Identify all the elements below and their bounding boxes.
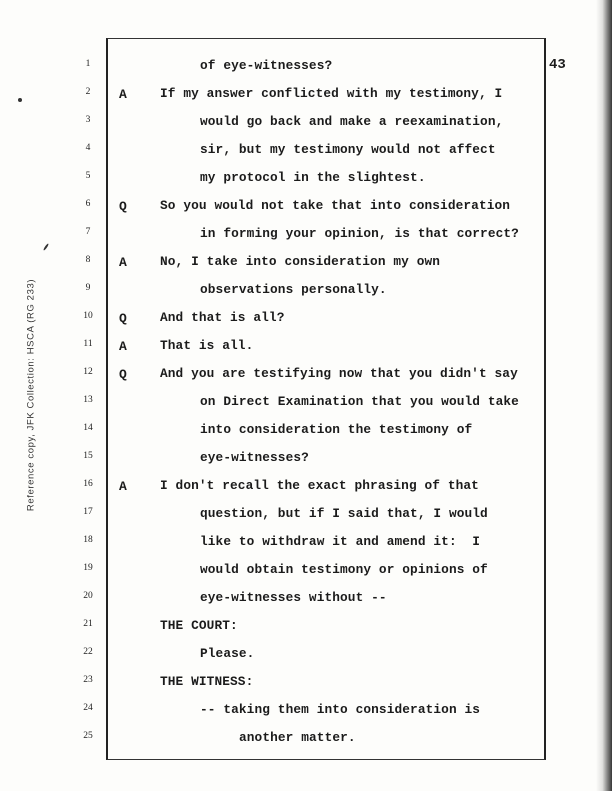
line-number: 25 — [83, 731, 93, 741]
line-number: 23 — [83, 675, 93, 685]
transcript-line-text: into consideration the testimony of — [200, 422, 473, 437]
transcript-line-text: If my answer conflicted with my testimony, I — [160, 86, 503, 101]
speaker-label: A — [119, 339, 127, 354]
speaker-label: Q — [119, 199, 127, 214]
line-number: 4 — [85, 143, 91, 153]
transcript-line-text: That is all. — [160, 338, 254, 353]
transcript-line-text: sir, but my testimony would not affect — [200, 142, 496, 157]
transcript-line-text: Please. — [200, 646, 255, 661]
transcript-line-text: And that is all? — [160, 310, 285, 325]
speaker-label: Q — [119, 367, 127, 382]
line-number: 21 — [83, 619, 93, 629]
scan-speck — [18, 98, 22, 102]
line-number: 3 — [85, 115, 91, 125]
transcript-line-text: eye-witnesses? — [200, 450, 309, 465]
line-number: 9 — [85, 283, 91, 293]
scan-mark — [43, 243, 49, 251]
line-number: 2 — [85, 87, 91, 97]
line-number: 5 — [85, 171, 91, 181]
transcript-line-text: in forming your opinion, is that correct? — [200, 226, 519, 241]
line-number: 12 — [83, 367, 93, 377]
transcript-line-text: of eye-witnesses? — [200, 58, 333, 73]
line-number: 14 — [83, 423, 93, 433]
line-number: 19 — [83, 563, 93, 573]
line-number: 24 — [83, 703, 93, 713]
speaker-label: A — [119, 255, 127, 270]
scan-edge-shadow — [596, 0, 612, 791]
line-number: 17 — [83, 507, 93, 517]
line-number: 15 — [83, 451, 93, 461]
line-number: 11 — [83, 339, 93, 349]
speaker-label: A — [119, 479, 127, 494]
line-number: 13 — [83, 395, 93, 405]
transcript-line-text: THE COURT: — [160, 618, 238, 633]
speaker-label: Q — [119, 311, 127, 326]
transcript-line-text: And you are testifying now that you didn't say — [160, 366, 518, 381]
line-number: 1 — [85, 59, 91, 69]
line-number: 18 — [83, 535, 93, 545]
line-number: 6 — [85, 199, 91, 209]
line-number: 7 — [85, 227, 91, 237]
line-number: 20 — [83, 591, 93, 601]
transcript-line-text: -- taking them into consideration is — [200, 702, 481, 717]
line-number: 16 — [83, 479, 93, 489]
transcript-line-text: observations personally. — [200, 282, 387, 297]
transcript-line-text: question, but if I said that, I would — [200, 506, 488, 521]
page-number: 43 — [549, 57, 566, 73]
speaker-label: A — [119, 87, 127, 102]
transcript-line-text: I don't recall the exact phrasing of that — [160, 478, 479, 493]
archive-reference-label: Reference copy, JFK Collection: HSCA (RG 233) — [25, 278, 37, 512]
transcript-line-text: THE WITNESS: — [160, 674, 254, 689]
transcript-line-text: on Direct Examination that you would take — [200, 394, 519, 409]
line-number: 10 — [83, 311, 93, 321]
transcript-line-text: another matter. — [239, 730, 356, 745]
transcript-line-text: would go back and make a reexamination, — [200, 114, 504, 129]
line-number: 8 — [85, 255, 91, 265]
transcript-line-text: No, I take into consideration my own — [160, 254, 441, 269]
line-number: 22 — [83, 647, 93, 657]
transcript-line-text: my protocol in the slightest. — [200, 170, 426, 185]
transcript-line-text: would obtain testimony or opinions of — [200, 562, 488, 577]
transcript-line-text: eye-witnesses without -- — [200, 590, 387, 605]
transcript-line-text: So you would not take that into consideration — [160, 198, 511, 213]
transcript-line-text: like to withdraw it and amend it: I — [200, 534, 481, 549]
